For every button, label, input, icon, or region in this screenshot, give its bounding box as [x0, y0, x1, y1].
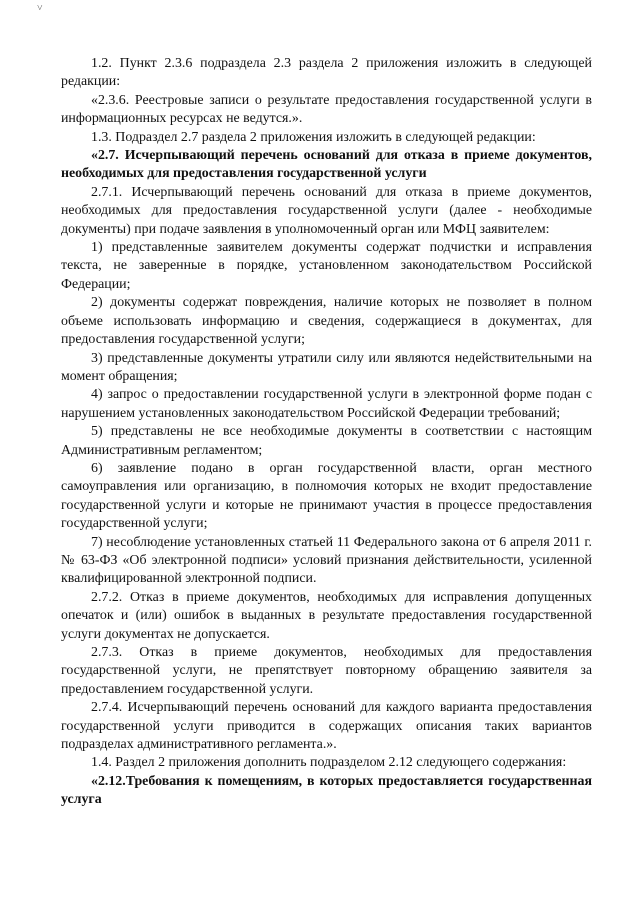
list-item-6: 6) заявление подано в орган государственной власти, орган местного самоуправления или организацию, в полномочия которых не входит предоставление государственной услуги и которые не принимают участия в процессе предоставления государственной услуги;: [61, 460, 592, 532]
list-item-3: 3) представленные документы утратили силу или являются недействительными на момент обращения;: [61, 350, 592, 384]
list-item-7: 7) несоблюдение установленных статьей 11 Федерального закона от 6 апреля 2011 г. № 63-ФЗ «Об электронной подписи» условий признания действительности, усиленной квалифицированной электронной подписи.: [61, 534, 592, 587]
paragraph-1-4: 1.4. Раздел 2 приложения дополнить подразделом 2.12 следующего содержания:: [91, 755, 567, 771]
paragraph-2-3-6: «2.3.6. Реестровые записи о результате предоставления государственной услуги в информационных ресурсах не ведутся.».: [61, 92, 592, 127]
corner-mark: ˅: [37, 3, 43, 14]
list-item-1: 1) представленные заявителем документы содержат подчистки и исправления текста, не заверенные в порядке, установленном законодательством Российской Федерации;: [61, 240, 592, 292]
list-item-2: 2) документы содержат повреждения, наличие которых не позволяет в полном объеме использовать информацию и сведения, содержащиеся в документах, для предоставления государственной услуги;: [61, 295, 592, 348]
list-item-4: 4) запрос о предоставлении государственной услуги в электронной форме подан с нарушением установленных законодательством Российской Федерации требований;: [61, 387, 592, 421]
paragraph-2-7-1: 2.7.1. Исчерпывающий перечень оснований для отказа в приеме документов, необходимых для предоставления государственной услуги (далее - необходимые документы) при подаче заявления в уполномоченный орган или МФЦ заявителем:: [61, 184, 592, 237]
paragraph-2-7-3: 2.7.3. Отказ в приеме документов, необходимых для предоставления государственной услуги, не препятствует повторному обращению заявителя за предоставлением государственной услуги.: [61, 645, 592, 697]
paragraph-1-3: 1.3. Подраздел 2.7 раздела 2 приложения изложить в следующей редакции:: [91, 129, 536, 145]
heading-2-12: «2.12.Требования к помещениям, в которых предоставляется государственная услуга: [61, 773, 592, 808]
paragraph-2-7-4: 2.7.4. Исчерпывающий перечень оснований для каждого варианта предоставления государственной услуги приводится в содержащих описания таких вариантов подразделах административного регламента.».: [61, 700, 592, 753]
paragraph-2-7-2: 2.7.2. Отказ в приеме документов, необходимых для исправления допущенных опечаток и (или) ошибок в выданных в результате предоставления государственной услуги документах не допускается.: [61, 589, 592, 642]
document-body: [61, 55, 592, 810]
heading-2-7: «2.7. Исчерпывающий перечень оснований для отказа в приеме документов, необходимых для предоставления государственной услуги: [61, 148, 592, 182]
paragraph-1-2: 1.2. Пункт 2.3.6 подраздела 2.3 раздела 2 приложения изложить в следующей редакции:: [61, 56, 592, 90]
list-item-5: 5) представлены не все необходимые документы в соответствии с настоящим Административным регламентом;: [61, 424, 592, 458]
